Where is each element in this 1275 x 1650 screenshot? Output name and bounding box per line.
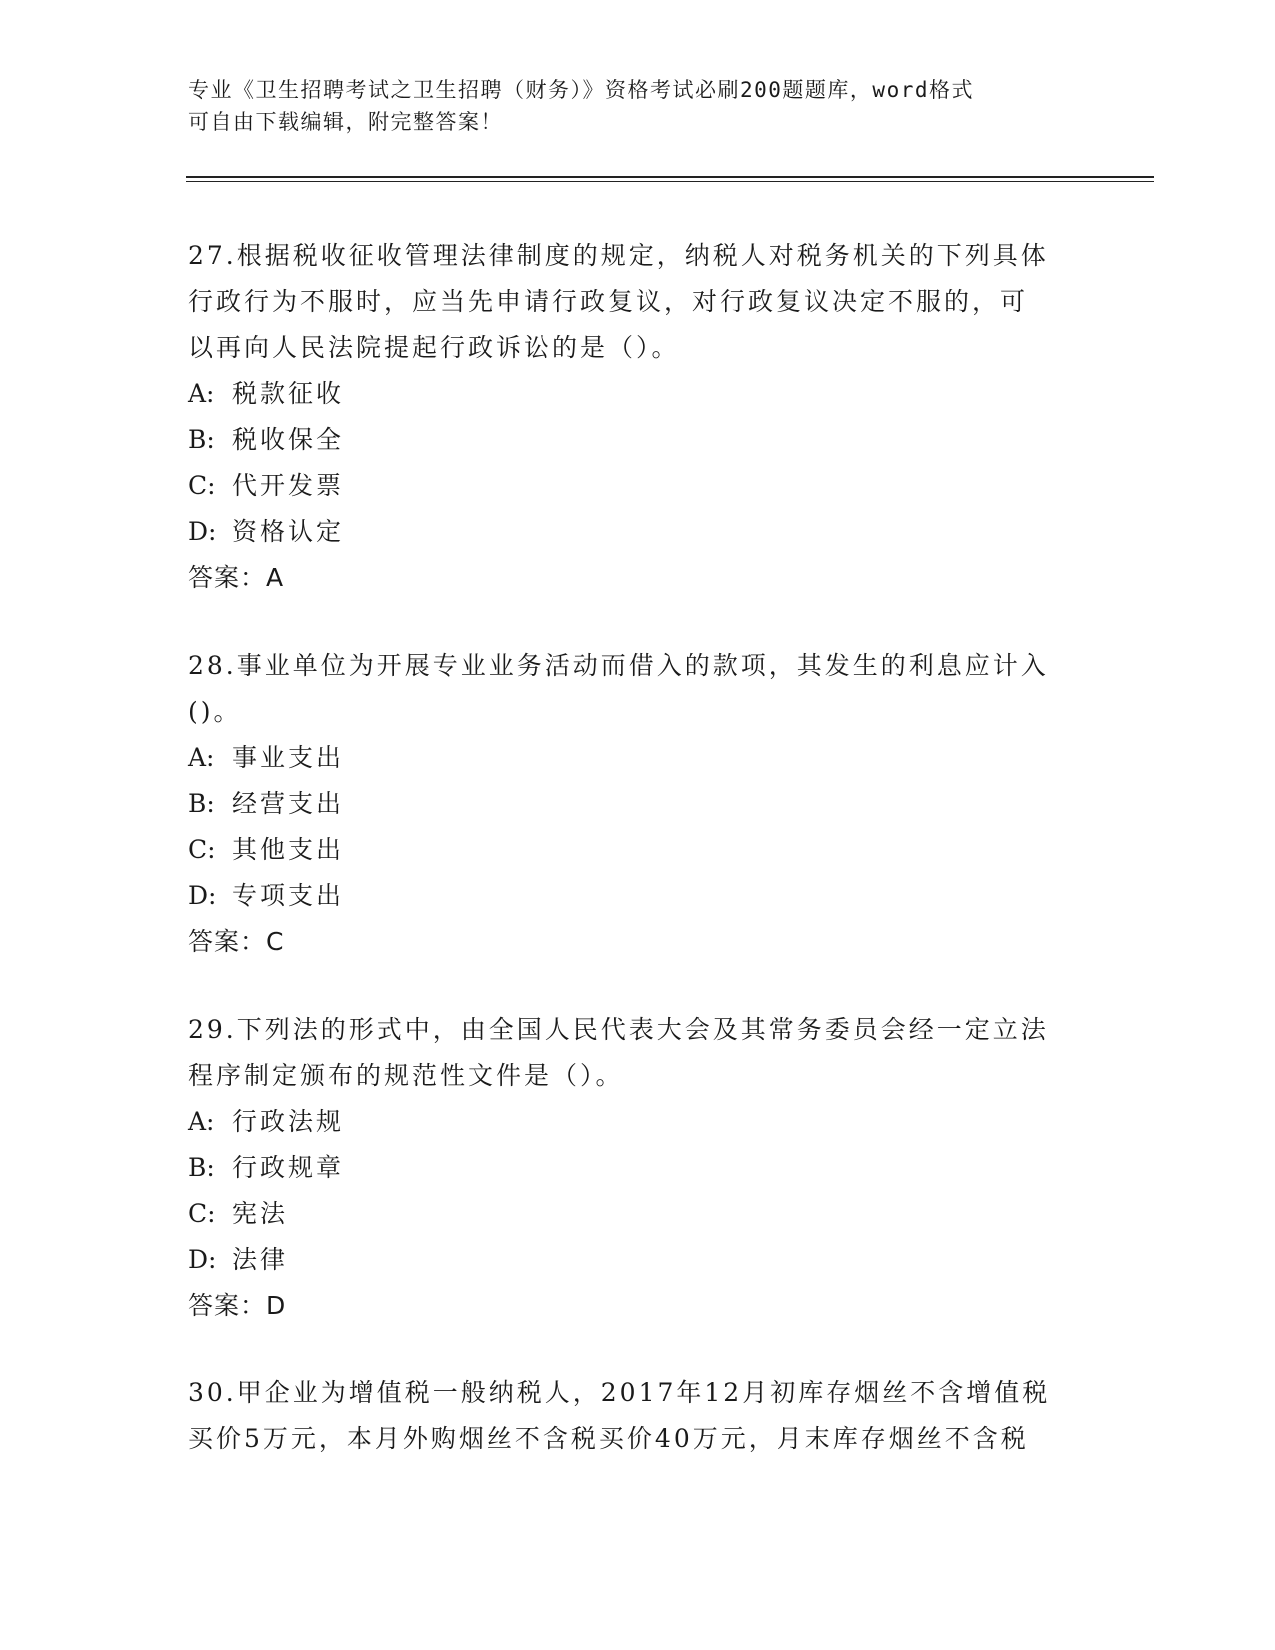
header-line-1: 专业《卫生招聘考试之卫生招聘（财务）》资格考试必刷200题题库，word格式: [188, 78, 974, 102]
header-divider-thin: [186, 181, 1154, 182]
question-27-option-d: D: 资格认定: [188, 517, 345, 546]
question-29-option-c: C: 宪法: [188, 1199, 289, 1228]
question-29-option-a: A: 行政法规: [188, 1107, 345, 1136]
question-28-line-1: 28.事业单位为开展专业业务活动而借入的款项，其发生的利息应计入: [188, 651, 1049, 680]
question-28: [188, 643, 1068, 965]
question-27-line-2: 行政行为不服时，应当先申请行政复议，对行政复议决定不服的，可: [188, 287, 1029, 316]
question-29-line-2: 程序制定颁布的规范性文件是（）。: [188, 1061, 624, 1090]
header-divider-thick: [186, 176, 1154, 178]
question-28-option-a: A: 事业支出: [188, 743, 345, 772]
question-29-option-d: D: 法律: [188, 1245, 289, 1274]
question-29-option-b: B: 行政规章: [188, 1153, 345, 1182]
question-28-option-b: B: 经营支出: [188, 789, 345, 818]
question-30-line-1: 30.甲企业为增值税一般纳税人，2017年12月初库存烟丝不含增值税: [188, 1378, 1051, 1407]
header-line-2: 可自由下载编辑，附完整答案！: [188, 110, 503, 134]
question-27-option-c: C: 代开发票: [188, 471, 345, 500]
question-29-line-1: 29.下列法的形式中，由全国人民代表大会及其常务委员会经一定立法: [188, 1015, 1049, 1044]
question-30: [188, 1370, 1068, 1462]
question-30-line-2: 买价5万元，本月外购烟丝不含税买价40万元，月末库存烟丝不含税: [188, 1424, 1029, 1453]
question-29-answer: 答案：D: [188, 1291, 287, 1320]
question-28-line-2: ()。: [188, 697, 242, 726]
question-27-line-1: 27.根据税收征收管理法律制度的规定，纳税人对税务机关的下列具体: [188, 241, 1049, 270]
question-27-option-a: A: 税款征收: [188, 379, 345, 408]
question-28-option-d: D: 专项支出: [188, 881, 345, 910]
question-29: [188, 1007, 1068, 1329]
question-28-option-c: C: 其他支出: [188, 835, 345, 864]
question-27: [188, 233, 1068, 601]
question-28-answer: 答案：C: [188, 927, 285, 956]
question-27-answer: 答案：A: [188, 563, 285, 592]
question-27-option-b: B: 税收保全: [188, 425, 345, 454]
document-header: [188, 74, 1068, 138]
question-27-line-3: 以再向人民法院提起行政诉讼的是（）。: [188, 333, 680, 362]
